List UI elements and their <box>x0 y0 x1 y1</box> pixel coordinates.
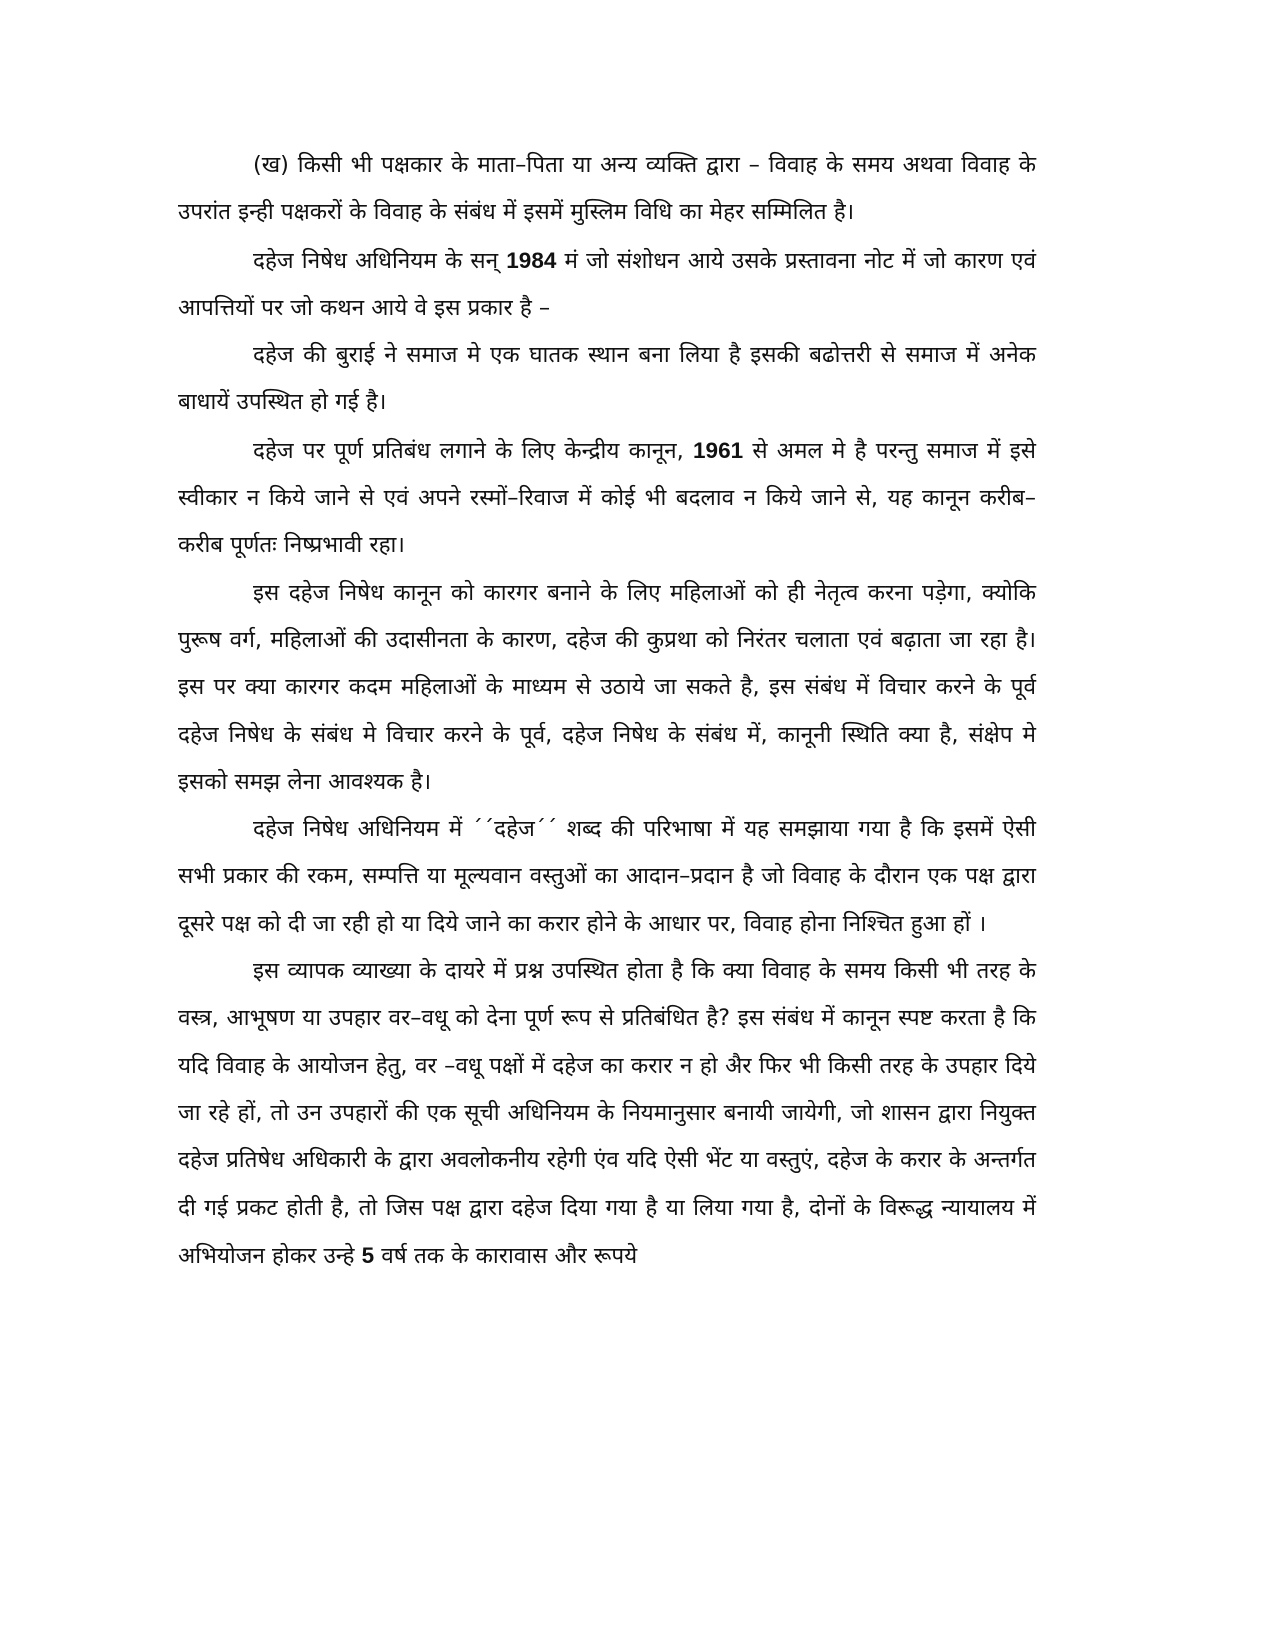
text-run: दहेज की बुराई ने समाज मे एक घातक स्थान बना लिया है इसकी बढोत्तरी से समाज में अनेक बाधायें उपस्थित हो गई है। <box>178 342 1036 416</box>
text-run: मं जो संशोधन आये उसके प्रस्तावना नोट में जो कारण एवं आपत्तियों पर जो कथन आये वे इस प्रकार है – <box>178 247 1037 321</box>
text-run: (ख) किसी भी पक्षकार के माता–पिता या अन्य व्यक्ति द्वारा – विवाह के समय अथवा विवाह के उपरांत इन्ही पक्षकरों के विवाह के संबंध में इसमें मुस्लिम विधि का मेहर सम्मिलित है। <box>178 152 1036 226</box>
text-run: दहेज पर पूर्ण प्रतिबंध लगाने के लिए केन्द्रीय कानून, <box>253 437 694 464</box>
text-run: दहेज निषेध अधिनियम के सन् <box>253 247 507 274</box>
paragraph-women-leadership <box>178 570 1036 806</box>
text-run: दहेज निषेध अधिनियम में ´´दहेज´´ शब्द की परिभाषा में यह समझाया गया है कि इसमें ऐसी सभी प्रकार की रकम, सम्पत्ति या मूल्यवान वस्तुओं का आदान–प्रदान है जो विवाह के दौरान एक पक्ष द्वारा दूसरे पक्ष को दी जा रही हो या दिये जाने का करार होने के आधार पर, विवाह होना निश्चित हुआ हों । <box>178 816 1036 937</box>
paragraph-amendment-1984 <box>178 237 1036 333</box>
paragraph-central-law-1961 <box>178 427 1036 570</box>
paragraph-gifts-and-penalty <box>178 948 1036 1280</box>
text-run: वर्ष तक के कारावास और रूपये <box>374 1242 638 1269</box>
body-text <box>178 142 1036 1280</box>
text-run: से अमल मे है परन्तु समाज में इसे स्वीकार न किये जाने से एवं अपने रस्मों–रिवाज में कोई भी बदलाव न किये जाने से, यह कानून करीब–करीब पूर्णतः निष्प्रभावी रहा। <box>178 437 1036 559</box>
years-5: 5 <box>361 1242 375 1268</box>
paragraph-kha-clause <box>178 142 1036 237</box>
text-run: इस व्यापक व्याख्या के दायरे में प्रश्न उपस्थित होता है कि क्या विवाह के समय किसी भी तरह के वस्त्र, आभूषण या उपहार वर–वधू को देना पूर्ण रूप से प्रतिबंधित है? इस संबंध में कानून स्पष्ट करता है कि यदि विवाह के आयोजन हेतु, वर –वधू पक्षों में दहेज का करार न हो अैर फिर भी किसी तरह के उपहार दिये जा रहे हों, तो उन उपहारों की एक सूची अधिनियम के नियमानुसार बनायी जायेगी, जो शासन द्वारा नियुक्त दहेज प्रतिषेध अधिकारी के द्वारा अवलोकनीय रहेगी एंव यदि ऐसी भेंट या वस्तुएं, दहेज के करार के अन्तर्गत दी गई प्रकट होती है, तो जिस पक्ष द्वारा दहेज दिया गया है या लिया गया है, दोनों के विरूद्ध न्यायालय में अभियोजन होकर उन्हे <box>178 958 1036 1269</box>
paragraph-dowry-evil <box>178 332 1036 427</box>
year-1961: 1961 <box>693 437 744 463</box>
paragraph-dowry-definition <box>178 806 1036 948</box>
text-run: इस दहेज निषेध कानून को कारगर बनाने के लिए महिलाओं को ही नेतृत्व करना पड़ेगा, क्योकि पुरूष वर्ग, महिलाओं की उदासीनता के कारण, दहेज की कुप्रथा को निरंतर चलाता एवं बढ़ाता जा रहा है। इस पर क्या कारगर कदम महिलाओं के माध्यम से उठाये जा सकते है, इस संबंध में विचार करने के पूर्व दहेज निषेध के संबंध मे विचार करने के पूर्व, दहेज निषेध के संबंध में, कानूनी स्थिति क्या है, संक्षेप मे इसको समझ लेना आवश्यक है। <box>178 579 1036 795</box>
year-1984: 1984 <box>506 247 557 273</box>
